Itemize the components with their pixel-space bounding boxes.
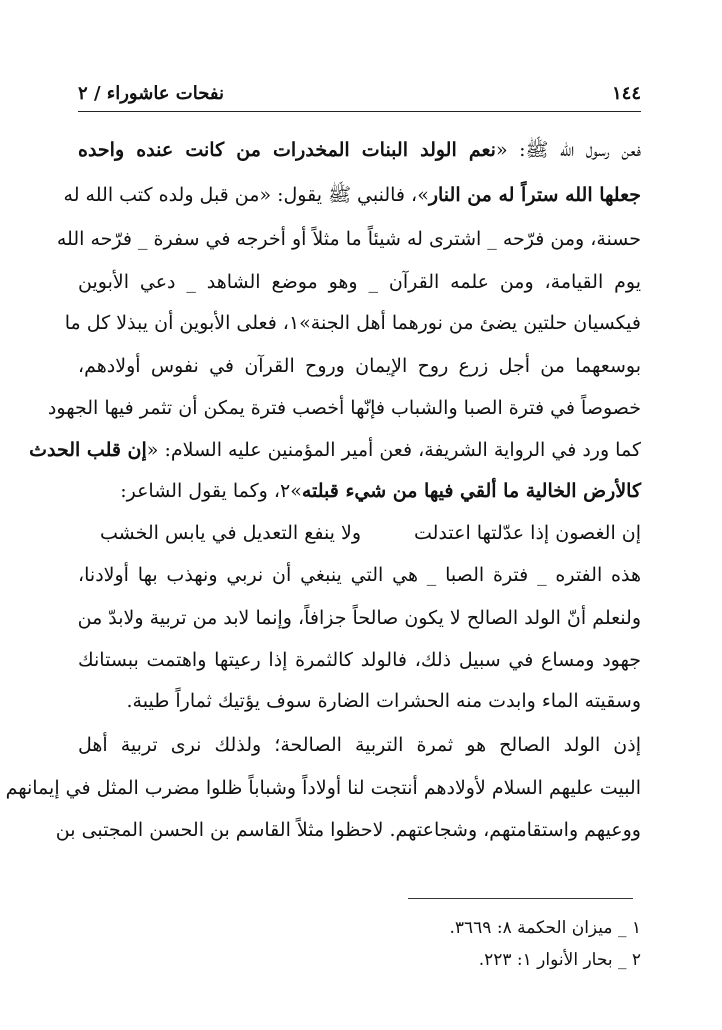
body-line-11: ولنعلم أنّ الولد الصالح لا يكون صالحاً جزافاً، وإنما لابد من تربية ولابدّ من xyxy=(77,607,641,629)
footnote-2: ٢ _ بحار الأنوار ١: ٢٢٣. xyxy=(478,950,641,970)
body-line-6: بوسعهما من أجل زرع روح الإيمان وروح القرآن في نفوس أولادهم، xyxy=(78,355,641,377)
body-line-15: البيت عليهم السلام لأولادهم أنتجت لنا أولاداً وشباباً ظلوا مضرب المثل في إيمانهم xyxy=(5,777,641,799)
running-title: نفحات عاشوراء / ٢ xyxy=(78,82,224,104)
body-line-4: يوم القيامة، ومن علمه القرآن _ وهو موضع الشاهد _ دعي الأبوين xyxy=(78,271,641,293)
page-number: ١٤٤ xyxy=(611,82,641,104)
footnote-1: ١ _ ميزان الحكمة ٨: ٣٦٦٩. xyxy=(449,918,641,938)
page-header xyxy=(78,78,641,108)
body-line-1: فعن رسول الله ﷺ: «نعم الولد البنات المخدرات من كانت عنده واحده xyxy=(78,139,642,161)
body-line-16: ووعيهم واستقامتهم، وشجاعتهم. لاحظوا مثلاً القاسم بن الحسن المجتبى بن xyxy=(55,819,641,841)
body-line-12: جهود ومساع في سبيل ذلك، فالولد كالثمرة إذا رعيتها واهتمت ببستانك xyxy=(78,649,641,671)
poem-hemistich-second: ولا ينفع التعديل في يابس الخشب xyxy=(100,522,362,544)
body-line-8: كما ورد في الرواية الشريفة، فعن أمير المؤمنين عليه السلام: «إن قلب الحدث xyxy=(29,439,641,461)
poem-verse xyxy=(78,515,641,551)
body-line-3: حسنة، ومن فرّحه _ اشترى له شيئاً ما مثلاً أو أخرجه في سفرة _ فرّحه الله xyxy=(56,228,641,250)
body-line-14: إذن الولد الصالح هو ثمرة التربية الصالحة؛ ولذلك نرى تربية أهل xyxy=(78,734,641,756)
header-rule xyxy=(78,111,641,112)
body-line-7: خصوصاً في فترة الصبا والشباب فإنّها أخصب فترة يمكن أن تثمر فيها الجهود xyxy=(47,397,641,419)
footnote-rule xyxy=(408,898,633,899)
poem-hemistich-first: إن الغصون إذا عدّلتها اعتدلت xyxy=(413,522,641,544)
body-line-10: هذه الفتره _ فترة الصبا _ هي التي ينبغي أن نربي ونهذب بها أولادنا، xyxy=(78,564,641,586)
body-line-13: وسقيته الماء وابدت منه الحشرات الضارة سوف يؤتيك ثماراً طيبة. xyxy=(126,690,641,712)
body-line-2: جعلها الله ستراً له من النار»، فالنبي ﷺ يقول: «من قبل ولده كتب الله له xyxy=(63,184,641,206)
body-line-9: كالأرض الخالية ما ألقي فيها من شيء قبلته»٢، وكما يقول الشاعر: xyxy=(120,480,641,502)
body-line-5: فيكسيان حلتين يضئ من نورهما أهل الجنة»١، فعلى الأبوين أن يبذلا كل ما xyxy=(64,312,641,334)
